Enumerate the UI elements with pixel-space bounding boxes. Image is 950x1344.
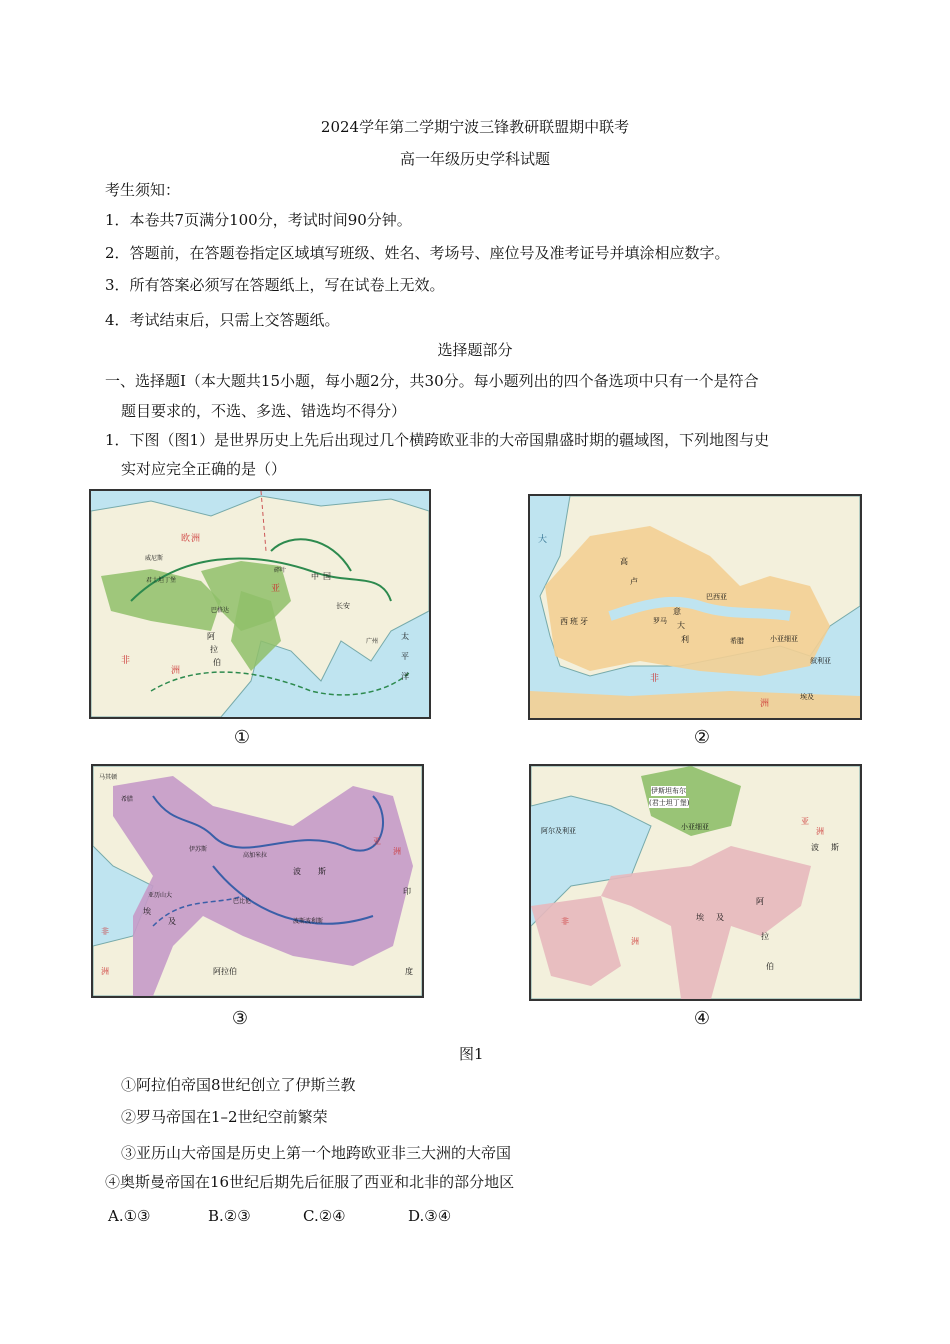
map-1-label-arabia: 伯: [213, 658, 221, 667]
map-3-label-issus: 伊苏斯: [189, 846, 208, 853]
map-3-label-persepolis: 波斯波利斯: [293, 918, 324, 925]
map-3-label-arabia: 阿拉伯: [213, 967, 237, 976]
exam-subtitle: 高一年级历史学科试题: [399, 150, 550, 168]
map-4-label-asia: 洲: [816, 827, 824, 836]
option-b[interactable]: B.②③: [208, 1207, 251, 1225]
map-1-label-venice: 威尼斯: [145, 555, 164, 562]
map-2-label-africa: 非: [650, 674, 660, 684]
map-2-roman-empire: [528, 494, 862, 720]
exam-title: 2024学年第二学期宁波三锋教研联盟期中联考: [320, 118, 630, 136]
map-2-label-syria: 叙利亚: [810, 657, 831, 665]
map-3-label-egypt: 埃: [143, 907, 151, 916]
map-2-label-gaul: 卢: [630, 577, 638, 586]
map-4-label-algeria: 阿尔及利亚: [541, 827, 576, 835]
map-3-label-asia: 洲: [393, 847, 401, 856]
notice-item: 3．所有答案必须写在答题纸上，写在试卷上无效。: [105, 276, 445, 294]
notice-item: 2．答题前，在答题卷指定区域填写班级、姓名、考场号、座位号及准考证号并填涂相应数字。: [105, 244, 730, 262]
section-title: 选择题部分: [437, 341, 513, 359]
figure-caption: 图1: [459, 1045, 484, 1063]
map-3-label-africa: 洲: [101, 967, 109, 976]
map-2-label-bassia: 巴西亚: [706, 593, 727, 601]
map-4-label-asia-minor: 小亚细亚: [681, 823, 709, 831]
map-4-label-istanbul: 伊斯坦布尔: [651, 787, 686, 795]
map-2-label-gaul: 高: [620, 557, 628, 566]
map-3-label-macedonia: 马其顿: [99, 774, 118, 781]
notice-item: 1．本卷共7页满分100分，考试时间90分钟。: [105, 211, 412, 229]
section-instruction: 一、选择题Ⅰ（本大题共15小题，每小题2分，共30分。每小题列出的四个备选项中只有一个是符合: [105, 372, 759, 390]
option-a[interactable]: A.①③: [108, 1207, 151, 1225]
map-3-label-greece: 希腊: [121, 796, 134, 803]
map-4-label-arabia: 阿: [756, 897, 764, 906]
map-1-label-africa: 非: [121, 656, 131, 666]
map-4-label-persia: 斯: [831, 843, 839, 852]
map-1-label-europe: 欧: [181, 534, 191, 544]
map-3-label-asia: 亚: [373, 837, 381, 846]
map-1-label-china: 国: [323, 572, 331, 581]
map-1-label-constantinople: 君士坦丁堡: [146, 577, 177, 584]
map-2-label: ②: [693, 727, 711, 748]
map-3-label-persia: 斯: [318, 867, 326, 876]
map-2-label-egypt: 埃及: [800, 693, 814, 701]
map-1-label-asia: 亚: [271, 584, 281, 594]
map-4-label-africa: 非: [561, 917, 569, 926]
map-2-label-spain: 西: [560, 617, 568, 626]
map-4-ottoman-empire: [529, 764, 862, 1001]
map-1-label-arabia: 拉: [210, 645, 218, 654]
statement-2: ②罗马帝国在1–2世纪空前繁荣: [121, 1108, 328, 1126]
map-4-label: ④: [693, 1008, 711, 1029]
map-3-label-persia: 波: [293, 867, 301, 876]
map-1-label-changan: 长安: [336, 602, 350, 610]
map-1-label-pacific: 洋: [401, 672, 409, 681]
map-4-label-persia: 波: [811, 843, 819, 852]
map-1-label-arabia: 阿: [207, 632, 215, 641]
map-3-label-alexandria: 亚历山大: [148, 892, 173, 899]
map-1-label-guangzhou: 广州: [366, 638, 379, 645]
map-2-label-atlantic: 大: [538, 535, 548, 545]
map-4-label-constantinople: (君士坦丁堡): [649, 799, 690, 807]
question-1-stem: 1．下图（图1）是世界历史上先后出现过几个横跨欧亚非的大帝国鼎盛时期的疆域图，下列地图与史: [105, 431, 770, 449]
map-1-label-pacific: 太: [401, 632, 409, 641]
map-2-label-spain: 班: [570, 617, 578, 626]
map-2-label-greece: 希腊: [730, 637, 744, 645]
map-1-label-suyab: 碎叶: [274, 567, 287, 574]
map-3-label-egypt: 及: [168, 917, 176, 926]
map-4-label-arabia: 伯: [766, 962, 774, 971]
map-4-label-egypt: 及: [716, 913, 724, 922]
section-instruction-cont: 题目要求的，不选、多选、错选均不得分）: [121, 402, 407, 420]
map-4-label-egypt: 埃: [696, 913, 704, 922]
map-3-label-gaugamela: 高加米拉: [243, 852, 268, 859]
map-1-label-europe: 洲: [191, 534, 201, 544]
statement-3: ③亚历山大帝国是历史上第一个地跨欧亚非三大洲的大帝国: [121, 1144, 512, 1162]
map-3-label-babylon: 巴比伦: [233, 898, 252, 905]
map-2-label-italy: 大: [677, 621, 685, 630]
map-3-label-india: 度: [405, 967, 413, 976]
question-1-stem-cont: 实对应完全正确的是（）: [121, 460, 287, 478]
map-1-label-africa: 洲: [171, 666, 181, 676]
map-2-label-africa: 洲: [760, 699, 770, 709]
map-2-label-italy: 意: [673, 607, 681, 616]
map-2-label-spain: 牙: [580, 617, 588, 626]
map-3-alexander-empire: [91, 764, 424, 998]
option-c[interactable]: C.②④: [303, 1207, 346, 1225]
statement-4: ④奥斯曼帝国在16世纪后期先后征服了西亚和北非的部分地区: [105, 1173, 515, 1191]
map-2-label-rome: 罗马: [653, 617, 667, 625]
map-1-label-baghdad: 巴格达: [211, 607, 230, 614]
notice-heading: 考生须知：: [105, 181, 181, 199]
map-1-label-pacific: 平: [401, 652, 409, 661]
option-d[interactable]: D.③④: [408, 1207, 452, 1225]
map-3-label-india: 印: [403, 887, 411, 896]
map-1-label: ①: [233, 727, 251, 748]
map-4-label-arabia: 拉: [761, 932, 769, 941]
map-4-label-asia: 亚: [801, 817, 809, 826]
map-1-label-china: 中: [311, 572, 319, 581]
map-1-arab-empire: [89, 489, 431, 719]
map-3-label: ③: [231, 1008, 249, 1029]
map-3-label-africa: 非: [101, 927, 109, 936]
statement-1: ①阿拉伯帝国8世纪创立了伊斯兰教: [121, 1076, 356, 1094]
map-4-label-africa: 洲: [631, 937, 639, 946]
map-2-label-asia-minor: 小亚细亚: [770, 635, 798, 643]
map-2-label-italy: 利: [681, 635, 689, 644]
notice-item: 4．考试结束后，只需上交答题纸。: [105, 311, 340, 329]
